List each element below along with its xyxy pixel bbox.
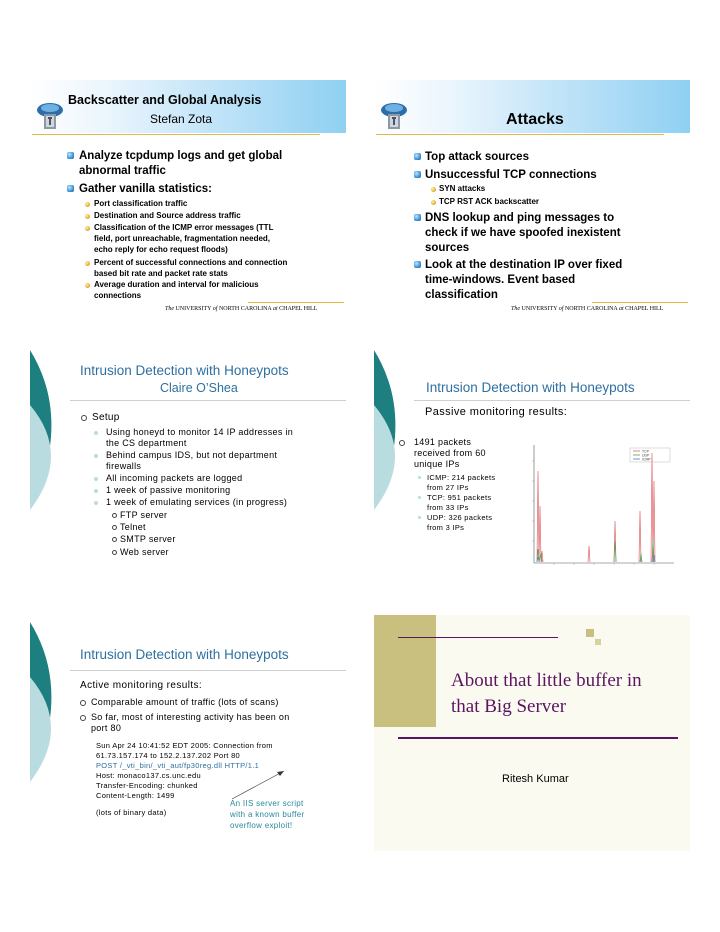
bullet-text-cont: sources: [425, 242, 470, 254]
service-item: Web server: [120, 547, 169, 557]
slide-subtitle: Claire O’Shea: [160, 381, 238, 395]
log-line-post: POST /_vti_bin/_vti_aut/fp30reg.dll HTTP/1.1: [96, 761, 260, 770]
unc-logo-icon: [378, 101, 410, 133]
sub-bullet-text: Using honeyd to monitor 14 IP addresses in: [106, 427, 294, 437]
sub-bullet-text: SYN attacks: [439, 184, 486, 193]
sub-bullet-text: Destination and Source address traffic: [94, 211, 241, 220]
bullet-icon: [67, 185, 74, 192]
log-line: Content-Length: 1499: [96, 791, 175, 800]
bullet-icon: [414, 153, 421, 160]
title-bottom-rule: [398, 737, 678, 739]
bullet-icon: [414, 171, 421, 178]
slide-title: About that little buffer in: [451, 670, 642, 691]
tcp-series: [537, 453, 655, 562]
slide-backscatter: [30, 80, 346, 316]
log-line: 61.73.157.174 to 152.2.137.202 Port 80: [96, 751, 241, 760]
teal-arc-decoration: [30, 617, 70, 853]
author-name: Ritesh Kumar: [502, 773, 569, 785]
sub-bullet-text-cont: from 33 IPs: [427, 503, 469, 512]
sub-bullet-dot-icon: [418, 496, 421, 499]
sub-bullet-text-cont: firewalls: [106, 461, 142, 471]
university-footer: The UNIVERSITY of NORTH CAROLINA at CHAPEL HILL: [511, 306, 664, 312]
sub-bullet-icon: [85, 283, 90, 288]
bullet-text: Top attack sources: [425, 151, 529, 163]
bullet-ring-icon: [81, 415, 87, 421]
legend-label-icmp: ICMP: [642, 457, 651, 462]
header-divider: [414, 400, 690, 401]
service-item: Telnet: [120, 522, 146, 532]
sub-sub-bullet-icon: [112, 525, 117, 530]
bullet-ring-icon: [80, 700, 86, 706]
header-divider: [32, 134, 320, 135]
corner-square: [586, 629, 594, 637]
sub-bullet-text: Classification of the ICMP error messages (TTL: [94, 223, 274, 232]
sub-bullet-text-cont: from 27 IPs: [427, 483, 469, 492]
footer-divider: [248, 302, 344, 303]
sub-sub-bullet-icon: [112, 537, 117, 542]
bullet-text-cont: port 80: [91, 723, 122, 733]
header-divider: [376, 134, 664, 135]
slide-buffer-title: [374, 615, 690, 851]
bullet-ring-icon: [399, 440, 405, 446]
header-divider: [70, 400, 346, 401]
sub-bullet-text: All incoming packets are logged: [106, 473, 243, 483]
sub-bullet-icon: [85, 261, 90, 266]
legend-label-udp: UDP: [642, 453, 650, 458]
slide-subtitle: Active monitoring results:: [80, 680, 203, 691]
annotation-arrow-icon: [230, 765, 290, 801]
log-line: Host: monaco137.cs.unc.edu: [96, 771, 201, 780]
bullet-text: Unsuccessful TCP connections: [425, 169, 597, 181]
sub-bullet-icon: [431, 200, 436, 205]
title-accent-block: [374, 615, 436, 727]
annotation-text: An IIS server script: [230, 799, 304, 808]
bullet-text: Gather vanilla statistics:: [79, 183, 212, 195]
university-footer: The UNIVERSITY of NORTH CAROLINA at CHAPEL HILL: [165, 306, 318, 312]
annotation-text-cont: with a known buffer: [230, 810, 305, 819]
bullet-text: 1491 packets: [414, 437, 472, 447]
legend-label-tcp: TCP: [642, 449, 649, 454]
slide-title: Backscatter and Global Analysis: [68, 93, 262, 107]
sub-bullet-text: TCP: 951 packets: [427, 493, 492, 502]
sub-bullet-icon: [85, 202, 90, 207]
sub-bullet-text-cont: connections: [94, 291, 142, 300]
service-item: SMTP server: [120, 534, 176, 544]
log-binary-note: (lots of binary data): [96, 808, 167, 817]
bullet-text-cont: check if we have spoofed inexistent: [425, 227, 621, 239]
sub-bullet-text: 1 week of emulating services (in progress): [106, 497, 288, 507]
sub-bullet-text-cont: field, port unreachable, fragmentation needed,: [94, 234, 271, 243]
slide-attacks: [374, 80, 690, 316]
bullet-text-cont: unique IPs: [414, 459, 460, 469]
slide-subtitle: Passive monitoring results:: [425, 406, 568, 418]
slide-title: Intrusion Detection with Honeypots: [80, 647, 289, 662]
bullet-icon: [414, 214, 421, 221]
sub-bullet-icon: [85, 226, 90, 231]
bullet-text: Comparable amount of traffic (lots of scans): [91, 697, 279, 707]
sub-bullet-dot-icon: [94, 501, 98, 505]
slide-honeypots-setup: [30, 345, 346, 581]
sub-bullet-dot-icon: [94, 431, 98, 435]
sub-bullet-text: ICMP: 214 packets: [427, 473, 496, 482]
annotation-text-cont: overflow exploit!: [230, 821, 293, 830]
sub-bullet-text: Port classification traffic: [94, 199, 188, 208]
bullet-text: Analyze tcpdump logs and get global: [79, 150, 283, 162]
bullet-icon: [67, 152, 74, 159]
sub-bullet-dot-icon: [94, 454, 98, 458]
bullet-text-cont: classification: [425, 289, 498, 301]
sub-sub-bullet-icon: [112, 550, 117, 555]
bullet-text-cont: time-windows. Event based: [425, 274, 576, 286]
sub-bullet-text: UDP: 326 packets: [427, 513, 493, 522]
sub-sub-bullet-icon: [112, 513, 117, 518]
top-rule: [398, 637, 558, 638]
corner-square: [595, 639, 601, 645]
icmp-series: [537, 555, 655, 562]
sub-bullet-text-cont: the CS department: [106, 438, 187, 448]
sub-bullet-text-cont: based bit rate and packet rate stats: [94, 269, 228, 278]
bullet-ring-icon: [80, 715, 86, 721]
sub-bullet-dot-icon: [418, 476, 421, 479]
sub-bullet-icon: [85, 214, 90, 219]
log-line: Transfer-Encoding: chunked: [96, 781, 198, 790]
sub-bullet-dot-icon: [94, 477, 98, 481]
slide-subtitle: Stefan Zota: [150, 112, 213, 126]
slide-honeypots-active: [30, 617, 346, 853]
slide-title: Intrusion Detection with Honeypots: [426, 380, 635, 395]
sub-bullet-text: Percent of successful connections and connection: [94, 258, 288, 267]
bullet-icon: [414, 261, 421, 268]
sub-bullet-text: TCP RST ACK backscatter: [439, 197, 540, 206]
service-item: FTP server: [120, 510, 168, 520]
udp-series: [537, 539, 654, 562]
sub-bullet-text-cont: echo reply for echo request floods): [94, 245, 228, 254]
slide-title-cont: that Big Server: [451, 696, 567, 717]
bullet-text-cont: abnormal traffic: [79, 165, 166, 177]
sub-bullet-text: Behind campus IDS, but not department: [106, 450, 278, 460]
unc-logo-icon: [34, 101, 66, 133]
sub-bullet-dot-icon: [418, 516, 421, 519]
bullet-text: Setup: [92, 412, 120, 423]
traffic-chart: [520, 441, 680, 573]
slide-honeypots-passive: [374, 345, 690, 581]
bullet-text: DNS lookup and ping messages to: [425, 212, 615, 224]
sub-bullet-text-cont: from 3 IPs: [427, 523, 465, 532]
sub-bullet-text: 1 week of passive monitoring: [106, 485, 231, 495]
bullet-text: Look at the destination IP over fixed: [425, 259, 623, 271]
sub-bullet-dot-icon: [94, 489, 98, 493]
chart-ticks: [532, 461, 654, 565]
slide-title: Attacks: [506, 111, 564, 128]
teal-arc-decoration: [30, 345, 70, 581]
header-divider: [70, 670, 346, 671]
footer-divider: [592, 302, 688, 303]
bullet-text-cont: received from 60: [414, 448, 486, 458]
sub-bullet-text: Average duration and interval for malicious: [94, 280, 259, 289]
slide-title: Intrusion Detection with Honeypots: [80, 363, 289, 378]
log-line: Sun Apr 24 10:41:52 EDT 2005: Connection from: [96, 741, 273, 750]
bullet-text: So far, most of interesting activity has been on: [91, 712, 290, 722]
teal-arc-decoration: [374, 345, 414, 581]
sub-bullet-icon: [431, 187, 436, 192]
